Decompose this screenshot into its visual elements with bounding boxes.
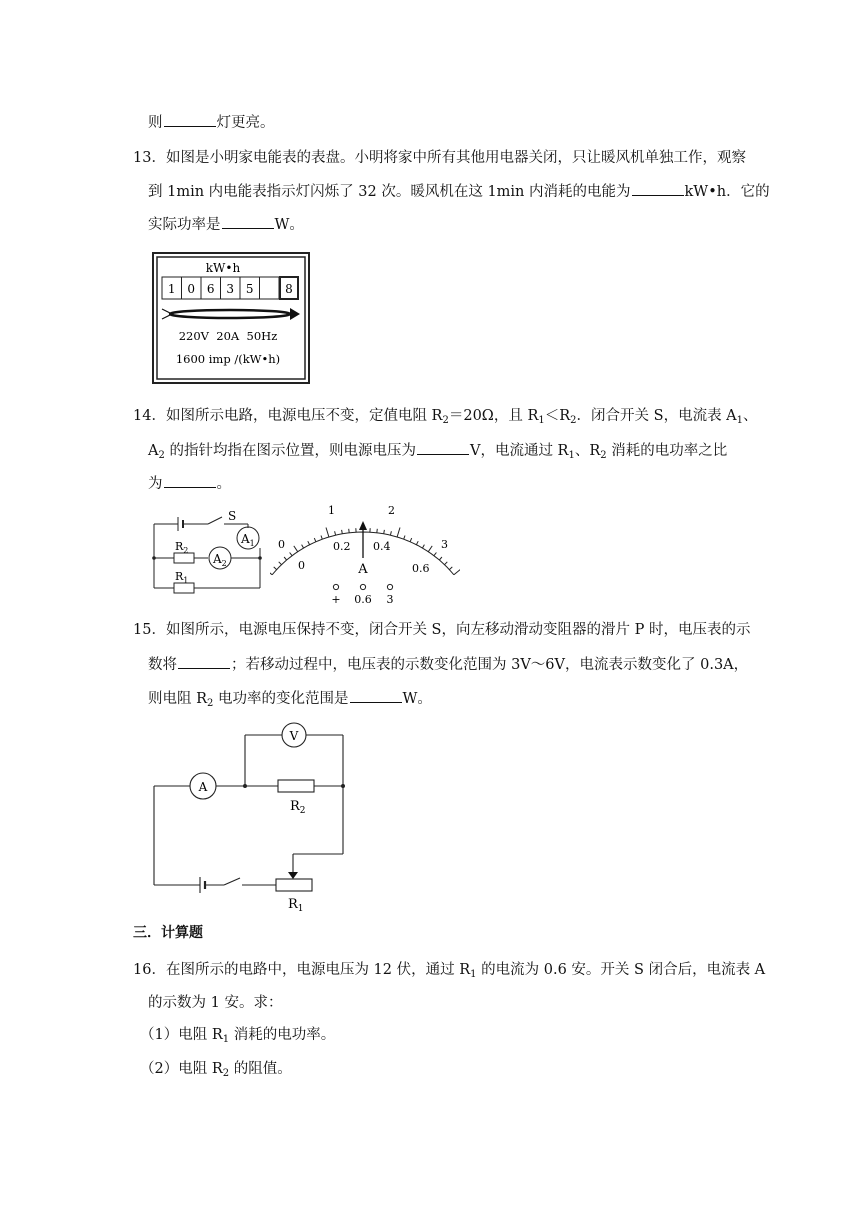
voltmeter-label: V [289,729,299,743]
dial-tick [454,568,460,574]
q13-line1: 13．如图是小明家电能表的表盘。小明将家中所有其他用电器关闭，只让暖风机单独工作，观察 [133,150,746,166]
dial-tick [279,562,282,565]
top-scale-0: 0 [278,538,285,551]
ammeter-label: A [198,780,208,794]
section-heading: 三．计算题 [133,925,203,941]
bottom-scale-0: 0 [298,559,305,572]
dial-tick [439,557,442,560]
meter-spec: 220V 20A 50Hz [178,329,278,343]
switch-label: S [228,509,237,523]
dial-tick [404,536,405,540]
meter-digit: 6 [206,282,215,296]
dial-tick [314,538,316,542]
bottom-scale-2: 0.4 [373,540,391,553]
q15-line1: 15．如图所示，电源电压保持不变，闭合开关 S，向左移动滑动变阻器的滑片 P 时，电压表的示 [133,622,751,638]
answer-blank[interactable] [632,181,684,196]
dial-tick [434,553,437,556]
terminal-0.6: 0.6 [354,593,372,606]
dial-tick [302,545,304,549]
terminal-3: 3 [386,593,394,606]
energy-meter-figure [152,252,310,384]
meter-imp: 1600 imp /(kW•h) [175,352,281,366]
ammeter-a1-label: $A_1$ [241,532,255,548]
dial-tick [410,538,412,542]
dial-tick [397,528,400,538]
q15-circuit-diagram [148,722,358,914]
dial-tick [326,528,329,538]
answer-blank[interactable] [222,214,274,229]
q14-circuit-diagram [148,506,268,598]
q15-line3: 则电阻 $R_2$ 电功率的变化范围是 W。 [148,688,432,709]
q16-line1: 16．在图所示的电路中，电源电压为 12 伏，通过 $R_1$ 的电流为 0.6 安。开关 S 闭合后，电流表 A [133,962,766,980]
dial-tick [321,536,322,540]
dial-tick [390,531,391,535]
dial-tick [349,529,350,533]
top-scale-2: 2 [388,504,395,517]
q13-line3: 实际功率是 W。 [148,214,304,235]
resistor-r2-label: $R_2$ [290,799,306,816]
top-scale-1: 1 [328,504,335,517]
meter-digit: 0 [187,282,196,296]
resistor-r1-label: $R_1$ [175,570,189,585]
answer-blank[interactable] [164,112,216,127]
bottom-scale-3: 0.6 [412,562,430,575]
terminal-plus: + [331,593,341,606]
answer-blank[interactable] [164,473,216,488]
dial-tick [422,545,424,549]
resistor-r2-label: $R_2$ [175,540,189,555]
q13-line2: 到 1min 内电能表指示灯闪烁了 32 次。暖风机在这 1min 内消耗的电能为 kW•h．它的 [148,181,770,202]
rheostat-r1-label: $R_1$ [288,897,304,914]
dial-tick [449,567,452,570]
meter-digit: 3 [226,282,235,296]
dial-tick [384,530,385,534]
dial-tick [294,546,298,552]
meter-digit: 5 [245,282,254,296]
q14-line3: 为 。 [148,473,231,494]
meter-digit: 8 [285,282,293,296]
top-scale-3: 3 [441,538,448,551]
answer-blank[interactable] [350,688,402,703]
dial-tick [377,529,378,533]
q16-line2: 的示数为 1 安。求： [148,995,283,1011]
ammeter-unit-label: A [358,562,368,577]
answer-blank[interactable] [417,440,469,455]
dial-tick [308,541,310,545]
pointer-needle-icon [359,521,367,558]
dial-tick [284,557,287,560]
meter-unit: kW•h [205,261,241,275]
ammeter-dial-figure [270,500,460,610]
q15-line2: 数将 ；若移动过程中，电压表的示数变化范围为 3V～6V，电流表示数变化了 0.3A， [148,654,748,675]
q14-line2: $A_2$ 的指针均指在图示位置，则电源电压为 V，电流通过 $R_1$、$R_2$ 消耗的电功率之比 [148,440,727,461]
q14-line1: 14．如图所示电路，电源电压不变，定值电阻 $R_2=20\Omega$，且 $R_1<R_2$．闭合开关 S，电流表 $A_1$、 [133,408,758,426]
dial-tick [428,546,432,552]
q16-item2: （2）电阻 $R_2$ 的阻值。 [140,1061,292,1079]
meter-digit: 1 [167,282,176,296]
dial-tick [416,541,418,545]
ammeter-a2-label: $A_2$ [213,552,227,568]
dial-tick [342,530,343,534]
dial-tick [274,567,277,570]
dial-tick [445,562,448,565]
bottom-scale-1: 0.2 [333,540,351,553]
q16-item1: （1）电阻 $R_1$ 消耗的电功率。 [140,1027,336,1045]
answer-blank[interactable] [178,654,230,669]
dial-tick [270,568,272,574]
dial-tick [335,531,336,535]
q12-tail: 则 灯更亮。 [148,112,275,133]
dial-tick [290,553,293,556]
